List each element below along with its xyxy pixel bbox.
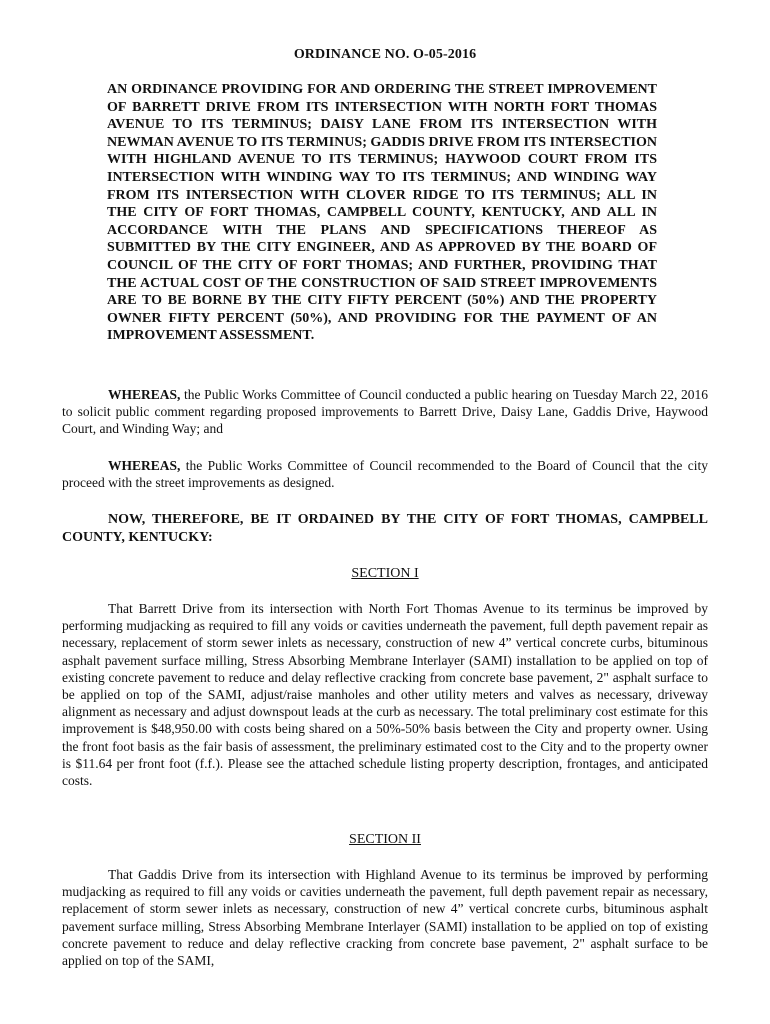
whereas-2-lead: WHEREAS, — [108, 458, 181, 473]
ordinance-title: ORDINANCE NO. O-05-2016 — [293, 47, 477, 62]
whereas-2-text: the Public Works Committee of Council recommended to the Board of Council that the city proceed with the street improvements as designed. — [62, 458, 708, 491]
section-1-text: That Barrett Drive from its intersection with North Fort Thomas Avenue to its terminus be improved by performing mudjacking as required to fill any voids or cavities underneath the pavement, full depth pavement repair as necessary, replacement of storm sewer inlets as necessary, construction of new 4” vertical concrete curbs, bituminous asphalt pavement surface milling, Stress Absorbing Membrane Interlayer (SAMI) installation to be applied on top of existing concrete pavement to reduce and delay reflective cracking from concrete base pavement, 2" asphalt surface to be applied on top of the SAMI, adjust/raise manholes and other utility meters and valves as necessary, driveway alignment as necessary and adjust downspout leads at the curb as necessary. The total preliminary cost estimate for this improvement is $48,950.00 with costs being shared on a 50%-50% basis between the City and property owner. Using the front foot basis as the fair basis of assessment, the preliminary estimated cost to the City and to the property owner is $11.64 per front foot (f.f.). Please see the attached schedule listing property description, frontages, and anticipated costs. — [62, 601, 708, 789]
section-2-text: That Gaddis Drive from its intersection with Highland Avenue to its terminus be improved by performing mudjacking as required to fill any voids or cavities underneath the pavement, full depth pavement repair as necessary, replacement of storm sewer inlets as necessary, construction of new 4” vertical concrete curbs, bituminous asphalt pavement surface milling, Stress Absorbing Membrane Interlayer (SAMI) installation to be applied on top of existing concrete pavement to reduce and delay reflective cracking from concrete base pavement, 2" asphalt surface to be applied on top of the SAMI, — [62, 867, 708, 969]
whereas-1-lead: WHEREAS, — [108, 387, 181, 402]
whereas-paragraph-2 — [62, 457, 708, 491]
whereas-paragraph-1 — [62, 386, 708, 438]
section-2-heading: SECTION II — [349, 832, 421, 847]
ordained-clause: NOW, THEREFORE, BE IT ORDAINED BY THE CITY OF FORT THOMAS, CAMPBELL COUNTY, KENTUCKY: — [62, 512, 708, 545]
ordinance-caption: AN ORDINANCE PROVIDING FOR AND ORDERING THE STREET IMPROVEMENT OF BARRETT DRIVE FROM ITS INTERSECTION WITH NORTH FORT THOMAS AVENUE TO ITS TERMINUS; DAISY LANE FROM ITS INTERSECTION WITH NEWMAN AVENUE TO ITS TERMINUS; GADDIS DRIVE FROM ITS INTERSECTION WITH HIGHLAND AVENUE TO ITS TERMINUS; HAYWOOD COURT FROM ITS INTERSECTION WITH WINDING WAY TO ITS TERMINUS; AND WINDING WAY FROM ITS INTERSECTION WITH CLOVER RIDGE TO ITS TERMINUS; ALL IN THE CITY OF FORT THOMAS, CAMPBELL COUNTY, KENTUCKY, AND ALL IN ACCORDANCE WITH THE PLANS AND SPECIFICATIONS THEREOF AS SUBMITTED BY THE CITY ENGINEER, AND AS APPROVED BY THE BOARD OF COUNCIL OF THE CITY OF FORT THOMAS; AND FURTHER, PROVIDING THAT THE ACTUAL COST OF THE CONSTRUCTION OF SAID STREET IMPROVEMENTS ARE TO BE BORNE BY THE CITY FIFTY PERCENT (50%) AND THE PROPERTY OWNER FIFTY PERCENT (50%), AND PROVIDING FOR THE PAYMENT OF AN IMPROVEMENT ASSESSMENT. — [107, 82, 657, 344]
section-1-heading: SECTION I — [351, 566, 419, 581]
whereas-1-text: the Public Works Committee of Council conducted a public hearing on Tuesday March 22, 2016 to solicit public comment regarding proposed improvements to Barrett Drive, Daisy Lane, Gaddis Drive, Haywood Court, and Winding Way; and — [62, 387, 708, 437]
